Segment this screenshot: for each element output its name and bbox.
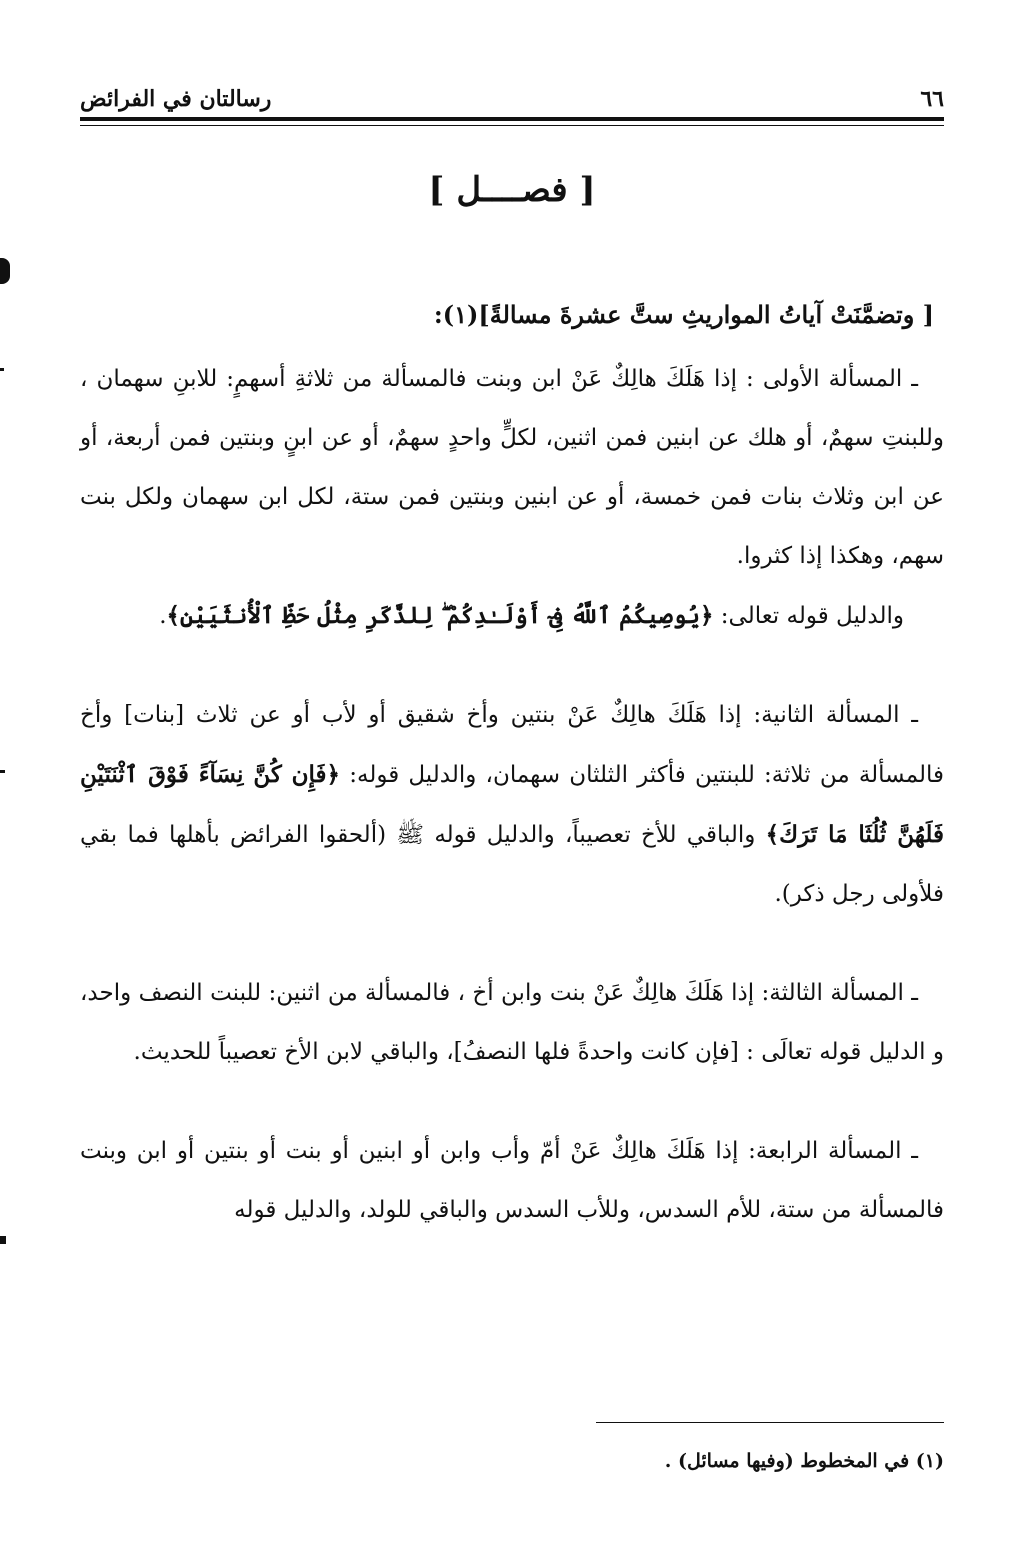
scan-margin-mark [0, 368, 4, 371]
paragraph-dalil-1: والدليل قوله تعالى: ﴿يُوصِيكُمُ ٱللَّهُ فِىٓ أَوْلَـٰدِكُمْ ۖ لِلذَّكَرِ مِثْلُ حَظِّ ٱلْأُنثَيَيْنِ﴾. [159, 602, 904, 629]
quran-verse: ﴿يُوصِيكُمُ ٱللَّهُ فِىٓ أَوْلَـٰدِكُمْ ۖ لِلذَّكَرِ مِثْلُ حَظِّ ٱلْأُنثَيَيْنِ﴾ [166, 602, 714, 629]
header-rule-thin [80, 125, 944, 126]
paragraph-masala-2: ـ المسألة الثانية: إذا هَلَكَ هالِكٌ عَنْ بنتين وأخ شقيق أو لأب أو عن ثلاث [بنات] وأخ فالمسألة من ثلاثة: للبنتين فأكثر الثلثان سهمان، والدليل قوله: ﴿فَإِن كُنَّ نِسَآءً فَوْقَ ٱثْنَتَيْنِ فَلَهُنَّ ثُلُثَا مَا تَرَكَ﴾ والباقي للأخ تعصيباً، والدليل قوله ﷺ (ألحقوا الفرائض بأهلها فما بقي فلأولى رجل ذكر). [80, 702, 945, 907]
scan-margin-mark [0, 1236, 6, 1244]
body-text [80, 350, 944, 1240]
quran-verse: ﴿فَإِن كُنَّ نِسَآءً فَوْقَ ٱثْنَتَيْنِ فَلَهُنَّ ثُلُثَا مَا تَرَكَ﴾ [80, 761, 944, 848]
paragraph-masala-3: ـ المسألة الثالثة: إذا هَلَكَ هالِكٌ عَنْ بنت وابن أخ ، فالمسألة من اثنين: للبنت النصف واحد، و الدليل قوله تعالَى : [فإن كانت واحدةً فلها النصفُ]، والباقي لابن الأخ تعصيباً للحديث. [80, 980, 944, 1065]
page-header [80, 72, 944, 112]
footnote-rule [596, 1422, 944, 1423]
running-title: رسالتان في الفرائض [80, 86, 272, 112]
intro-line: [ وتضمَّنَتْ آياتُ المواريثِ ستَّ عشرةَ مسالةً](١): [433, 300, 934, 329]
page-number: ٦٦ [920, 86, 944, 112]
paragraph-masala-1: ـ المسألة الأولى : إذا هَلَكَ هالِكٌ عَنْ ابن وبنت فالمسألة من ثلاثةِ أسهمٍ: للابنِ سهمان ، وللبنتِ سهمٌ، أو هلك عن ابنين فمن اثنين، لكلٍّ واحدٍ سهمٌ، أو عن ابنٍ وبنتين فمن أربعة، أو عن ابن وثلاث بنات فمن خمسة، أو عن ابنين وبنتين فمن ستة، لكل ابن سهمان ولكل بنت سهم، وهكذا إذا كثروا. [80, 366, 944, 569]
header-rule-thick [80, 117, 944, 121]
paragraph-masala-4: ـ المسألة الرابعة: إذا هَلَكَ هالِكٌ عَنْ أمّ وأب وابن أو ابنين أو بنت أو بنتين أو ابن وبنت فالمسألة من ستة، للأم السدس، وللأب السدس والباقي للولد، والدليل قوله [80, 1138, 944, 1223]
scan-margin-mark [0, 770, 5, 773]
section-title: [ فصــــل ] [428, 170, 596, 210]
scan-margin-mark [0, 258, 10, 284]
footnote: (١) في المخطوط (وفيها مسائل) . [664, 1450, 944, 1472]
